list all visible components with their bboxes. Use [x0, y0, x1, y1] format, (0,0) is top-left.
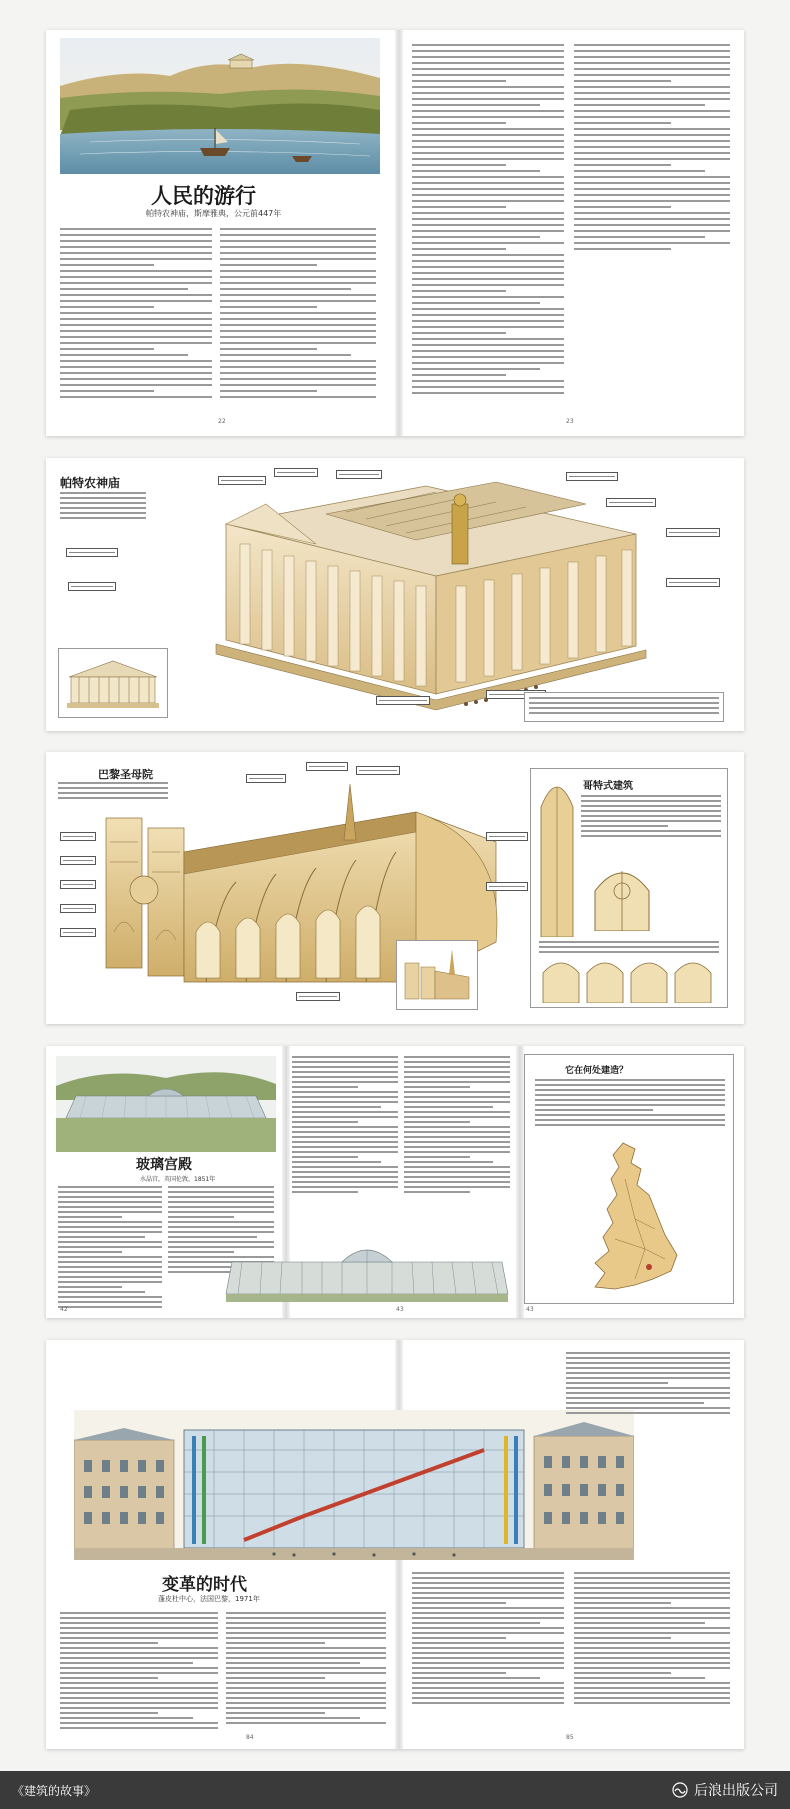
sidebar-title: 哥特式建筑 — [583, 781, 633, 792]
callout-label — [486, 832, 528, 841]
callout-label — [306, 762, 348, 771]
page-title: 帕特农神庙 — [60, 476, 121, 490]
spread-crystal-palace — [46, 1046, 744, 1318]
body-text-column — [412, 44, 564, 398]
spread-notre-dame — [46, 752, 744, 1024]
body-text-column — [60, 1612, 218, 1732]
callout-label — [60, 928, 96, 937]
page-subtitle: 帕特农神庙，斯摩雅典，公元前447年 — [146, 209, 282, 218]
britain-map-icon — [565, 1139, 695, 1299]
page-subtitle: 蓬皮杜中心，法国巴黎，1971年 — [158, 1595, 260, 1603]
callout-label — [336, 470, 382, 479]
body-text-column — [566, 1352, 730, 1417]
page-number: 42 — [60, 1306, 68, 1313]
body-text-column — [220, 228, 376, 402]
caption-box — [524, 692, 724, 722]
page-title: 变革的时代 — [162, 1575, 247, 1595]
intro-text — [60, 492, 146, 522]
body-text-column — [574, 1572, 730, 1707]
callout-label — [218, 476, 266, 485]
callout-label — [274, 468, 318, 477]
callout-label — [60, 856, 96, 865]
notre-dame-inset-panel — [396, 940, 478, 1010]
callout-label — [60, 904, 96, 913]
callout-label — [376, 696, 430, 705]
page-number: 84 — [246, 1734, 254, 1741]
callout-label — [246, 774, 286, 783]
gothic-sidebar — [530, 768, 728, 1008]
body-text-column — [404, 1056, 510, 1196]
acropolis-illustration — [60, 38, 380, 174]
cathedral-inset-icon — [397, 941, 477, 1009]
page-number: 43 — [396, 1306, 404, 1313]
crystal-palace-interior-illustration — [222, 1232, 512, 1302]
gothic-window-icon — [587, 865, 657, 931]
pointed-arch-icon — [537, 777, 577, 937]
body-text-column — [574, 44, 730, 254]
parthenon-inset-panel — [58, 648, 168, 718]
callout-label — [296, 992, 340, 1001]
page-subtitle: 水晶宫，英国伦敦，1851年 — [140, 1176, 216, 1183]
sidebar-text — [539, 941, 719, 956]
callout-label — [66, 548, 118, 557]
page-number: 85 — [566, 1734, 574, 1741]
callout-label — [60, 832, 96, 841]
callout-label — [60, 880, 96, 889]
temple-inset-icon — [59, 649, 167, 717]
location-sidebar — [524, 1054, 734, 1304]
page-fold — [516, 1046, 524, 1318]
body-text-column — [412, 1572, 564, 1707]
spread-parthenon-cutaway — [46, 458, 744, 731]
spread-pompidou — [46, 1340, 744, 1749]
callout-label — [486, 882, 528, 891]
callout-label — [666, 528, 720, 537]
publisher-name: 后浪出版公司 — [694, 1783, 778, 1799]
arch-row-icon — [539, 957, 719, 1003]
body-text-column — [58, 1186, 162, 1311]
parthenon-cutaway-illustration — [166, 464, 666, 720]
sidebar-text — [581, 795, 721, 840]
publisher-brand — [672, 1780, 778, 1800]
page-number: 23 — [566, 418, 574, 425]
callout-label — [356, 766, 400, 775]
callout-label — [606, 498, 656, 507]
book-title: 《建筑的故事》 — [12, 1784, 97, 1798]
page-title: 玻璃宫殿 — [136, 1157, 192, 1173]
callout-label — [68, 582, 116, 591]
sidebar-text — [535, 1079, 725, 1129]
pompidou-center-illustration — [74, 1410, 634, 1560]
sidebar-title: 它在何处建造？ — [565, 1066, 629, 1076]
callout-label — [666, 578, 720, 587]
wave-logo-icon — [672, 1782, 688, 1798]
crystal-palace-exterior-illustration — [56, 1056, 276, 1152]
body-text-column — [60, 228, 212, 402]
body-text-column — [292, 1056, 398, 1196]
page-number: 43 — [526, 1306, 534, 1313]
body-text-column — [226, 1612, 386, 1727]
page-title: 人民的游行 — [151, 183, 256, 208]
page-number: 22 — [218, 418, 226, 425]
callout-label — [566, 472, 618, 481]
page-fold — [395, 30, 403, 436]
footer-bar — [0, 1771, 790, 1809]
page-title: 巴黎圣母院 — [98, 768, 153, 781]
spread-parthenon-text — [46, 30, 744, 436]
